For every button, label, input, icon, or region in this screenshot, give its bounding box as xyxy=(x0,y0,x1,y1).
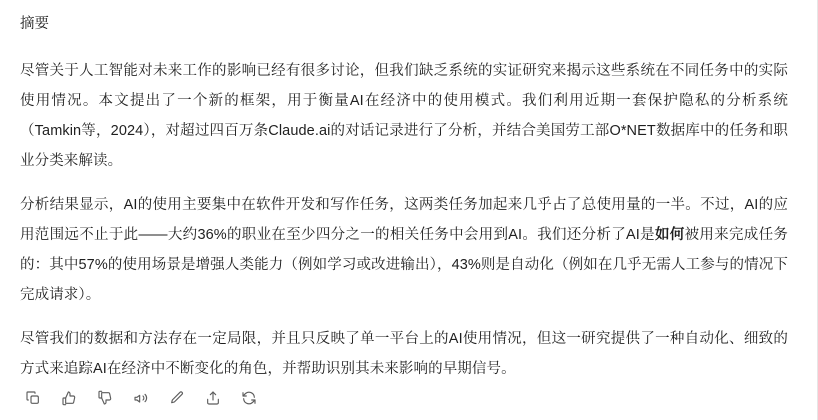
read-aloud-button[interactable] xyxy=(128,386,154,410)
share-icon xyxy=(205,390,221,406)
thumbs-up-button[interactable] xyxy=(56,386,82,410)
read-aloud-icon xyxy=(133,390,149,406)
copy-icon xyxy=(25,390,41,406)
paragraph-text: 分析结果显示，AI的使用主要集中在软件开发和写作任务，这两类任务加起来几乎占了总使用量的一半。不过，AI的应用范围远不止于此——大约36%的职业在至少四分之一的相关任务中会用到AI。我们还分析了AI是 xyxy=(20,197,788,244)
regenerate-icon xyxy=(241,390,257,406)
paragraph-text: 被用来完成任务的：其中57%的使用场景是增强人类能力（例如学习或改进输出），43%则是自动化（例如在几乎无需人工参与的情况下完成请求）。 xyxy=(20,227,788,304)
paragraph-text: 尽管关于人工智能对未来工作的影响已经有很多讨论，但我们缺乏系统的实证研究来揭示这些系统在不同任务中的实际使用情况。本文提出了一个新的框架，用于衡量AI在经济中的使用模式。我们利用近期一套保护隐私的分析系统（Tamkin等，2024），对超过四百万条Claude.ai的对话记录进行了分析，并结合美国劳工部O*NET数据库中的任务和职业分类来解读。 xyxy=(20,63,788,170)
thumbs-down-button[interactable] xyxy=(92,386,118,410)
regenerate-button[interactable] xyxy=(236,386,262,410)
abstract-paragraph-2 xyxy=(20,190,788,310)
abstract-paragraph-1 xyxy=(20,56,788,176)
edit-button[interactable] xyxy=(164,386,190,410)
copy-button[interactable] xyxy=(20,386,46,410)
message-action-toolbar xyxy=(20,386,262,410)
page-title: 摘要 xyxy=(20,16,49,32)
thumbs-up-icon xyxy=(61,390,77,406)
edit-icon xyxy=(169,390,185,406)
paragraph-text: 尽管我们的数据和方法存在一定局限，并且只反映了单一平台上的AI使用情况，但这一研究提供了一种自动化、细致的方式来追踪AI在经济中不断变化的角色，并帮助识别其未来影响的早期信号。 xyxy=(20,331,788,378)
thumbs-down-icon xyxy=(97,390,113,406)
share-button[interactable] xyxy=(200,386,226,410)
paragraph-emphasis: 如何 xyxy=(654,227,685,244)
abstract-paragraph-3 xyxy=(20,324,788,384)
